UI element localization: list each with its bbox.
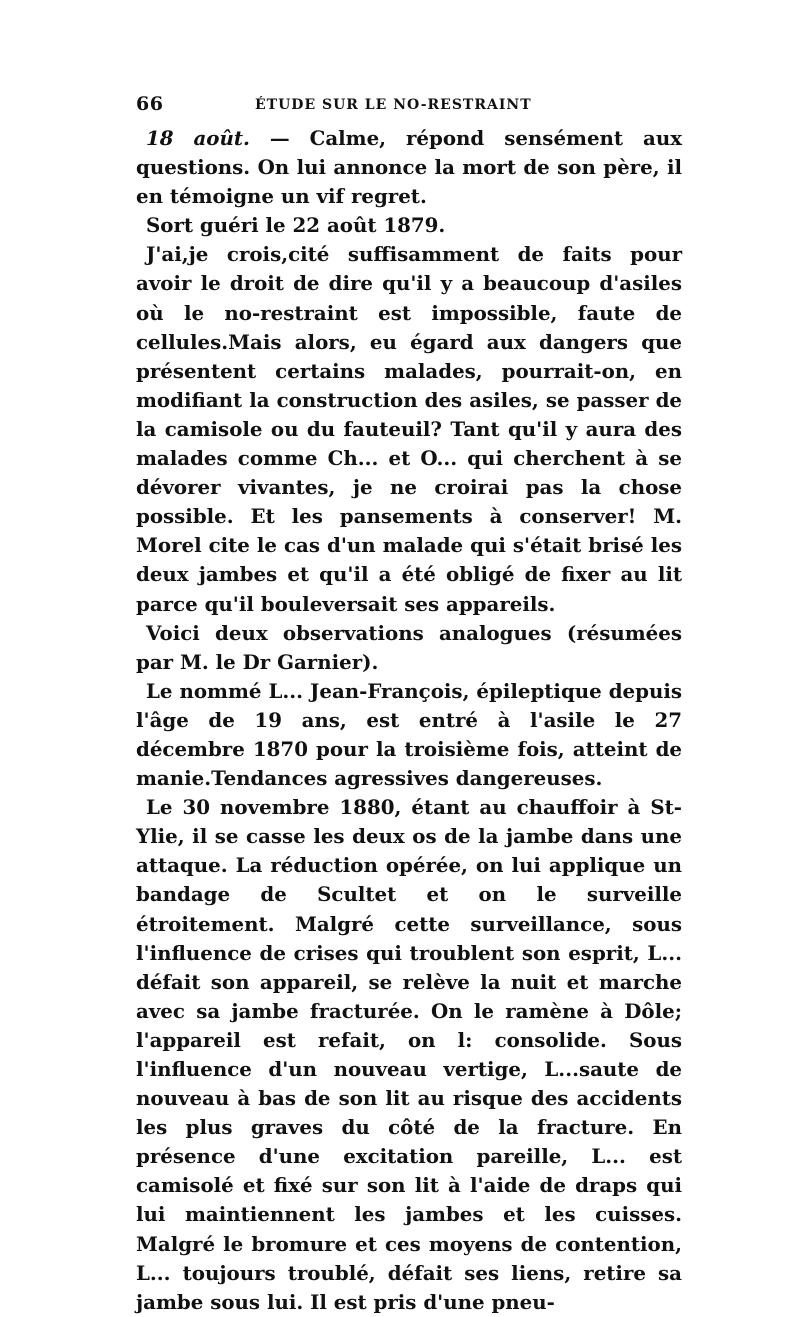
page-header: [136, 93, 682, 117]
paragraph-1: [136, 124, 682, 211]
paragraph-2: Sort guéri le 22 août 1879.: [146, 213, 446, 238]
paragraph-3: J'ai,je crois,cité suffisamment de faits pour avoir le droit de dire qu'il y a beaucoup d'asiles où le no-restraint est impossible, faute de cellules.Mais alors, eu égard aux dangers que présentent certains malades, pourrait-on, en modifiant la construction des asiles, se passer de la camisole ou du fauteuil? Tant qu'il y aura des malades comme Ch... et O... qui cherchent à se dévorer vivantes, je ne croirai pas la chose possible. Et les pansements à conserver! M. Morel cite le cas d'un malade qui s'était brisé les deux jambes et qu'il a été obligé de fixer au lit parce qu'il bouleversait ses appareils.: [136, 242, 682, 616]
paragraph-6: Le 30 novembre 1880, étant au chauffoir à St-Ylie, il se casse les deux os de la jambe dans une attaque. La réduction opérée, on lui applique un bandage de Scultet et on le surveille étroitement. Malgré cette surveillance, sous l'influence de crises qui troublent son esprit, L... défait son appareil, se relève la nuit et marche avec sa jambe fracturée. On le ramène à Dôle; l'appareil est refait, on l: consolide. Sous l'influence d'un nouveau vertige, L...saute de nouveau à bas de son lit au risque des accidents les plus graves du côté de la fracture. En présence d'une excitation pareille, L... est camisolé et fixé sur son lit à l'aide de draps qui lui maintiennent les jambes et les cuisses. Malgré le bromure et ces moyens de contention, L... toujours troublé, défait ses liens, retire sa jambe sous lui. Il est pris d'une pneu-: [136, 795, 682, 1314]
paragraph-4: Voici deux observations analogues (résumées par M. le Dr Garnier).: [136, 620, 682, 674]
running-head: ÉTUDE SUR LE NO-RESTRAINT: [255, 97, 532, 113]
paragraph-1-text: — Calme, répond sensément aux questions. On lui annonce la mort de son père, il en témoigne un vif regret.: [136, 126, 682, 209]
paragraph-5: Le nommé L... Jean-François, épileptique depuis l'âge de 19 ans, est entré à l'asile le 27 décembre 1870 pour la troisième fois, atteint de manie.Tendances agressives dangereuses.: [136, 678, 682, 791]
page-number: 66: [136, 93, 164, 115]
body-text: [136, 124, 682, 1317]
entry-date: 18 août.: [146, 126, 250, 150]
